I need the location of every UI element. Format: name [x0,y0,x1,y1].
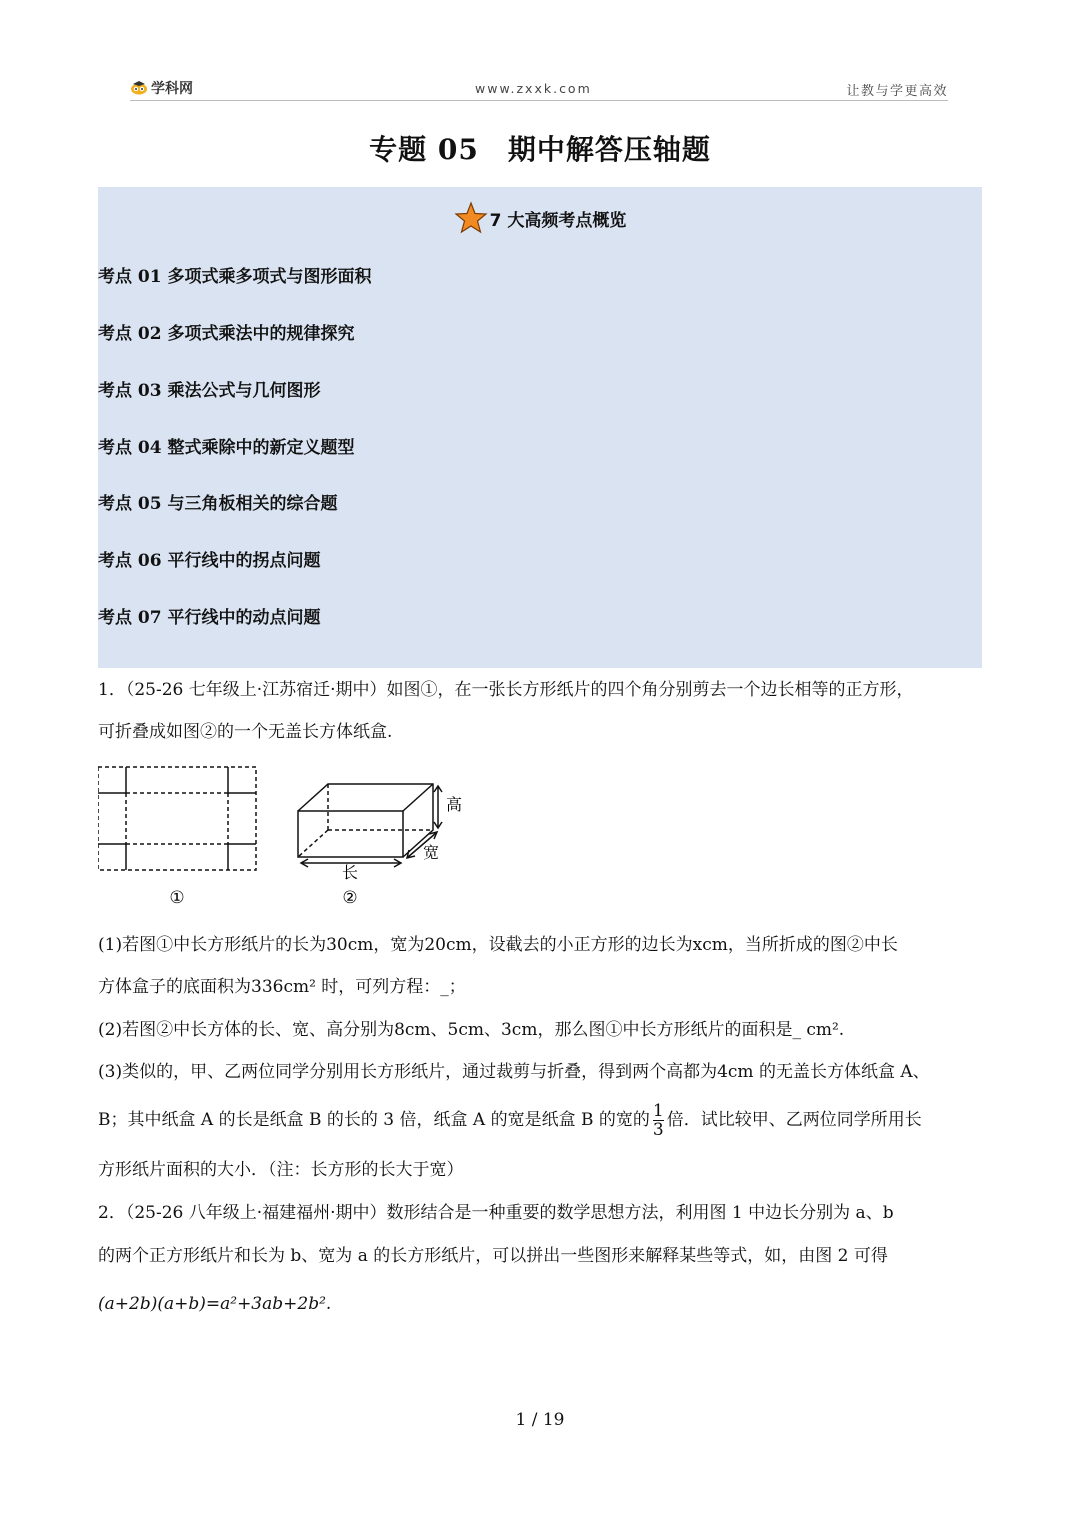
q1-figures [98,765,498,915]
fig2-height-label: 高 [446,795,463,814]
q1-part3-line3: 方形纸片面积的大小．（注：长方形的长大于宽） [98,1160,464,1180]
fig1-sheet [98,767,256,870]
star-icon [454,201,488,235]
overview-item: 考点 01 多项式乘多项式与图形面积 [98,267,372,287]
fig2-width-label: 宽 [423,843,440,862]
q1-stem-line2: 可折叠成如图②的一个无盖长方体纸盒. [98,722,393,742]
overview-heading [98,201,982,235]
q1-part3-line1: (3)类似的，甲、乙两位同学分别用长方形纸片，通过裁剪与折叠，得到两个高都为4cm 的无盖长方体纸盒 A、 [98,1062,930,1082]
page-header [130,78,948,101]
q1-part3-text-post: 倍．试比较甲、乙两位同学所用长 [666,1110,922,1130]
slogan: 让教与学更高效 [846,84,948,99]
fig2-length-label: 长 [341,863,359,882]
site-url[interactable]: www.zxxk.com [475,81,592,96]
q2-stem-line1: 2．（25-26 八年级上·福建福州·期中）数形结合是一种重要的数学思想方法，利用图 1 中边长分别为 a、b [98,1203,894,1223]
logo-icon [130,81,148,95]
q1-part2: (2)若图②中长方体的长、宽、高分别为8cm、5cm、3cm，那么图①中长方形纸片的面积是_ cm². [98,1020,845,1040]
overview-item: 考点 04 整式乘除中的新定义题型 [98,438,355,458]
logo-text: 学科网 [151,81,193,97]
overview-item: 考点 02 多项式乘法中的规律探究 [98,324,355,344]
q2-equation: (a+2b)(a+b)=a²+3ab+2b². [98,1294,332,1314]
overview-item: 考点 05 与三角板相关的综合题 [98,494,338,514]
overview-item: 考点 06 平行线中的拐点问题 [98,551,321,571]
fig2-label: ② [342,888,358,908]
page-number: 1 / 19 [515,1410,565,1430]
fig2-box [298,784,442,867]
logo [130,78,193,98]
q1-part1-line1: (1)若图①中长方形纸片的长为30cm，宽为20cm，设截去的小正方形的边长为xcm，当所折成的图②中长 [98,935,898,955]
overview-box [98,187,982,668]
q1-part1-line2: 方体盒子的底面积为336cm² 时，可列方程：_； [98,977,466,997]
q1-stem-line1: 1．（25-26 七年级上·江苏宿迁·期中）如图①，在一张长方形纸片的四个角分别剪去一个边长相等的正方形， [98,680,914,700]
q2-stem-line2: 的两个正方形纸片和长为 b、宽为 a 的长方形纸片，可以拼出一些图形来解释某些等式，如，由图 2 可得 [98,1246,888,1266]
overview-item: 考点 03 乘法公式与几何图形 [98,381,321,401]
q1-part3-text-pre: B；其中纸盒 A 的长是纸盒 B 的长的 3 倍，纸盒 A 的宽是纸盒 B 的宽的 [98,1110,650,1130]
page-title: 专题 05 期中解答压轴题 [369,133,711,166]
fig1-label: ① [169,888,185,908]
q1-part3-line2 [98,1100,922,1140]
fraction-one-third: $\frac{1}{3}$ [652,1101,664,1140]
overview-heading-text: 7 大高频考点概览 [489,210,627,231]
overview-item: 考点 07 平行线中的动点问题 [98,608,321,628]
